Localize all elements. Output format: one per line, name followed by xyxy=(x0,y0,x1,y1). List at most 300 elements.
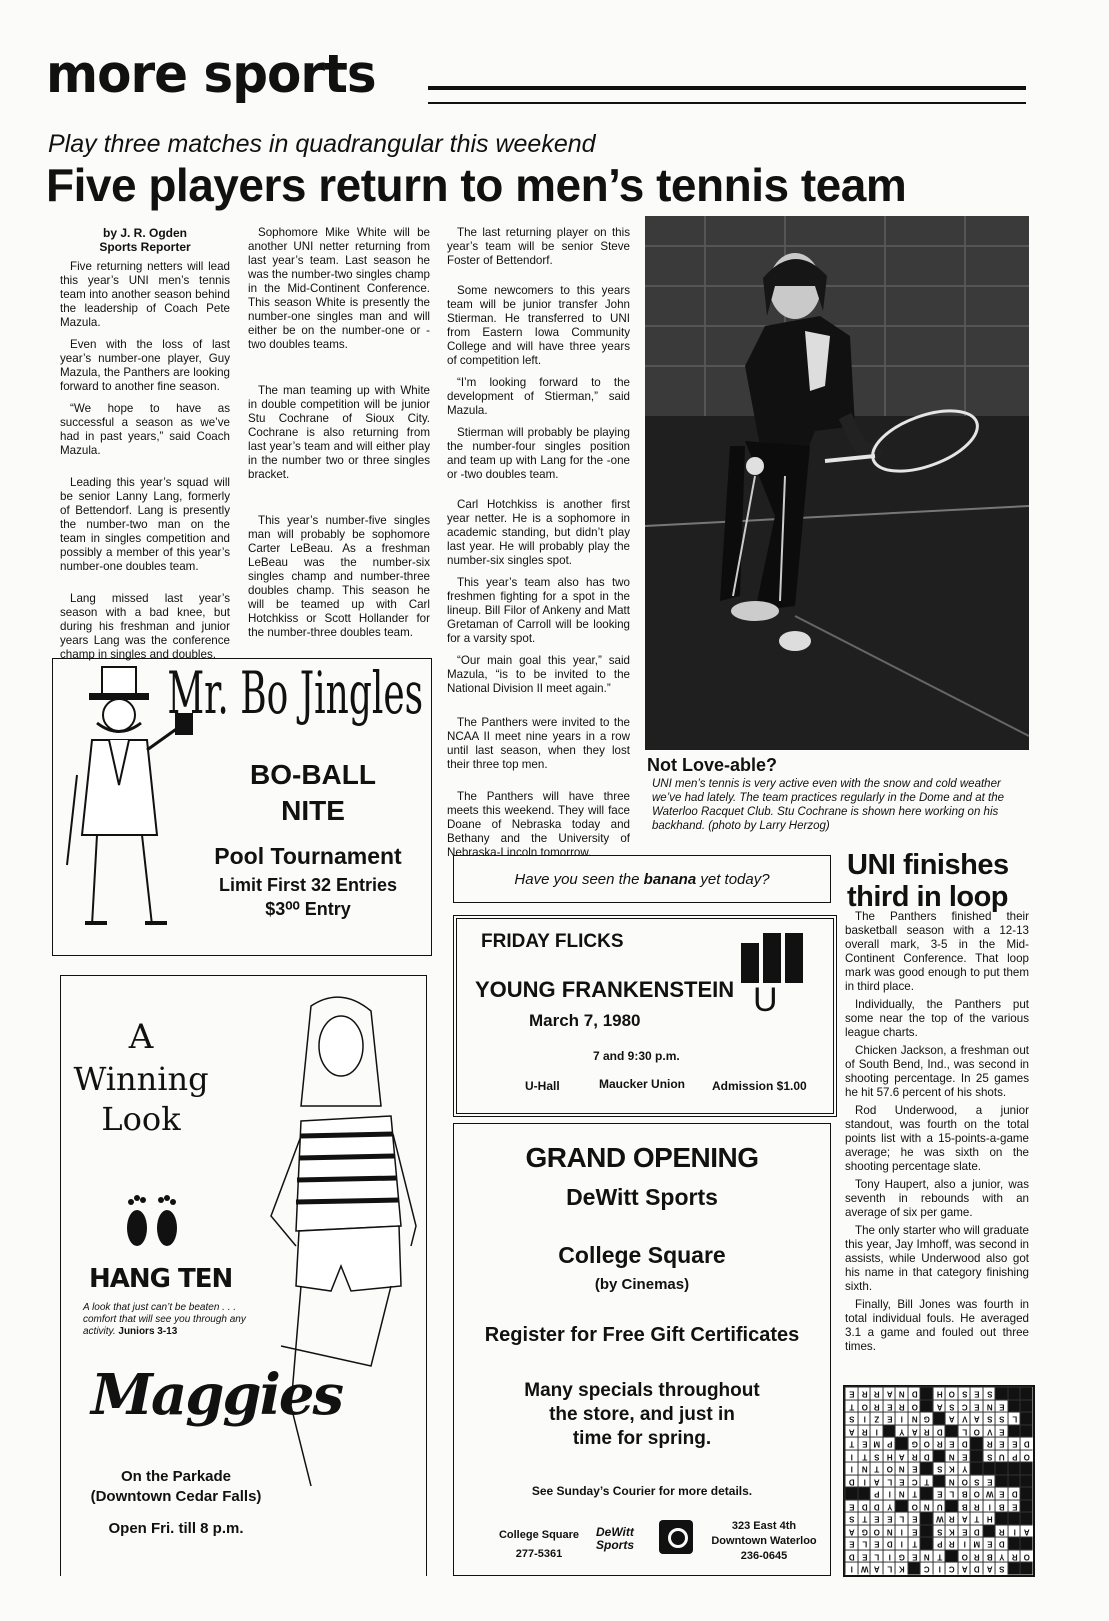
crossword-cell: W xyxy=(933,1512,946,1525)
paragraph: Even with the loss of last year’s number-one player, Guy Mazula, the Panthers are looking forward to another fine season. xyxy=(60,338,230,393)
crossword-cell: E xyxy=(908,1512,921,1525)
paragraph: The only starter who will graduate this year, Jay Imhoff, was second in assists, while Underwood also got his name in that category finishing sixth. xyxy=(845,1224,1029,1293)
crossword-cell xyxy=(995,1462,1008,1475)
crossword-cell: E xyxy=(858,1550,871,1563)
paragraph: The man teaming up with White in double competition will be junior Stu Cochrane of Sioux City. Cochrane is also returning from last year’s team and will either play in the number two or three singles bracket. xyxy=(248,384,430,481)
crossword-cell: R xyxy=(870,1387,883,1400)
crossword-cell xyxy=(883,1425,896,1438)
crossword-cell: O xyxy=(970,1425,983,1438)
crossword-cell: D xyxy=(1008,1487,1021,1500)
crossword-cell xyxy=(933,1450,946,1463)
crossword-cell xyxy=(920,1537,933,1550)
crossword-cell: N xyxy=(895,1487,908,1500)
ad-friday-flicks xyxy=(453,915,837,1117)
paragraph: The Panthers finished their basketball season with a 12-13 overall mark, 3-5 in the Mid-Continent Conference. That loop mark was good enough to put them in third place. xyxy=(845,910,1029,993)
crossword-cell: I xyxy=(858,1412,871,1425)
crossword-cell: R xyxy=(933,1437,946,1450)
maggies-store-name: Maggies xyxy=(91,1362,343,1428)
crossword-cell: P xyxy=(883,1437,896,1450)
article-column-3 xyxy=(447,226,630,868)
crossword-cell: E xyxy=(945,1437,958,1450)
bojingles-line-3: Pool Tournament xyxy=(214,843,402,869)
paragraph: Lang missed last year’s season with a bad knee, but during his freshman and junior years Lang was the conference champ in singles and doubles. xyxy=(60,592,230,661)
maggies-headline-1: A xyxy=(128,1017,154,1057)
crossword-cell xyxy=(920,1462,933,1475)
crossword-cell: R xyxy=(1008,1550,1021,1563)
crossword-cell xyxy=(920,1400,933,1413)
maggies-tagline-text: A look that just can’t be beaten . . . comfort that will see you through any activity. xyxy=(83,1302,246,1337)
flicks-film: YOUNG FRANKENSTEIN xyxy=(475,977,735,1002)
photo-caption-headline: Not Love-able? xyxy=(647,755,778,775)
uhall-logo-icon xyxy=(741,933,805,983)
paragraph: Leading this year’s squad will be senior Lanny Lang, formerly of Bettendorf. Lang is presently the number-two man on the team in singles competition and possibly a member of this year’s number-one doubles team. xyxy=(60,476,230,573)
crossword-cell xyxy=(1008,1425,1021,1438)
paragraph: The Panthers were invited to the NCAA II meet nine years in a row until last season, when they lost their three top men. xyxy=(447,716,630,771)
crossword-cell: O xyxy=(858,1400,871,1413)
crossword-cell: N xyxy=(858,1462,871,1475)
crossword-cell: Y xyxy=(883,1500,896,1513)
crossword-cell: O xyxy=(908,1500,921,1513)
crossword-cell: Z xyxy=(870,1412,883,1425)
section-header xyxy=(46,43,1026,105)
crossword-cell: K xyxy=(945,1462,958,1475)
crossword-cell: I xyxy=(870,1425,883,1438)
crossword-cell: E xyxy=(883,1400,896,1413)
crossword-cell xyxy=(895,1500,908,1513)
crossword-cell xyxy=(995,1387,1008,1400)
crossword-puzzle xyxy=(843,1385,1035,1577)
dewitt-line-8: time for spring. xyxy=(572,1428,712,1449)
crossword-cell: G xyxy=(920,1412,933,1425)
paragraph: Five returning netters will lead this year’s UNI men’s tennis team into another season behind the leadership of Coach Pete Mazula. xyxy=(60,260,230,329)
crossword-cell: L xyxy=(858,1537,871,1550)
crossword-cell: L xyxy=(883,1562,896,1575)
ad-banana xyxy=(453,855,831,903)
crossword-cell: R xyxy=(995,1525,1008,1538)
dewitt-logo-icon xyxy=(659,1520,693,1554)
crossword-cell: I xyxy=(933,1562,946,1575)
crossword-cell: T xyxy=(933,1550,946,1563)
crossword-cell: S xyxy=(845,1512,858,1525)
maggies-tagline xyxy=(83,1302,263,1338)
crossword-cell: B xyxy=(958,1487,971,1500)
crossword-cell xyxy=(1020,1475,1033,1488)
crossword-cell: O xyxy=(870,1525,883,1538)
maggies-sizes: Juniors 3-13 xyxy=(118,1326,178,1337)
crossword-cell: W xyxy=(983,1487,996,1500)
dewitt-left-address: College Square xyxy=(498,1529,580,1541)
crossword-cell: R xyxy=(983,1437,996,1450)
crossword-cell: T xyxy=(845,1437,858,1450)
flicks-logo-letter: U xyxy=(753,981,778,1019)
crossword-cell: O xyxy=(958,1550,971,1563)
paragraph: Rod Underwood, a junior standout, was fourth on the total points list with a 15-points-a-game average; he was sixth on the shooting percentage slate. xyxy=(845,1104,1029,1173)
bojingles-line-2: NITE xyxy=(281,795,345,826)
crossword-cell: C xyxy=(945,1562,958,1575)
dewitt-line-6: Many specials throughout xyxy=(524,1380,760,1401)
flicks-times: 7 and 9:30 p.m. xyxy=(593,1049,680,1063)
crossword-cell: G xyxy=(858,1525,871,1538)
crossword-cell: W xyxy=(858,1562,871,1575)
crossword-cell: D xyxy=(958,1437,971,1450)
bojingles-line-1: BO-BALL xyxy=(250,759,376,790)
crossword-cell xyxy=(920,1487,933,1500)
bojingles-line-4: Limit First 32 Entries xyxy=(218,875,398,895)
crossword-cell: I xyxy=(845,1562,858,1575)
paragraph: Some newcomers to this years team will be junior transfer John Stierman. He transferred to UNI from Eastern Iowa Community College and will have three years of competition left. xyxy=(447,284,630,367)
crossword-cell xyxy=(1020,1425,1033,1438)
crossword-cell: I xyxy=(895,1537,908,1550)
article-column-2 xyxy=(248,226,430,648)
paragraph: Stierman will probably be playing the number-four singles position and team up with Lang for the -one or -two doubles team. xyxy=(447,426,630,481)
crossword-cell: I xyxy=(958,1537,971,1550)
crossword-cell xyxy=(945,1425,958,1438)
crossword-cell: E xyxy=(908,1462,921,1475)
crossword-cell: I xyxy=(1008,1525,1021,1538)
crossword-cell: N xyxy=(883,1525,896,1538)
crossword-cell: L xyxy=(870,1550,883,1563)
crossword-cell: U xyxy=(995,1450,1008,1463)
crossword-cell xyxy=(1008,1462,1021,1475)
crossword-cell: S xyxy=(933,1525,946,1538)
crossword-cell: D xyxy=(970,1562,983,1575)
crossword-cell: E xyxy=(995,1437,1008,1450)
crossword-cell: E xyxy=(845,1537,858,1550)
crossword-cell: E xyxy=(883,1412,896,1425)
paragraph: Carl Hotchkiss is another first year netter. He is a sophomore in academic standing, but didn’t play last year. He will probably play the number-six singles spot. xyxy=(447,498,630,567)
crossword-cell: B xyxy=(958,1500,971,1513)
flicks-series: FRIDAY FLICKS xyxy=(481,931,624,952)
crossword-cell: L xyxy=(895,1512,908,1525)
crossword-cell: S xyxy=(995,1562,1008,1575)
crossword-cell: K xyxy=(895,1562,908,1575)
crossword-cell: A xyxy=(870,1562,883,1575)
crossword-cell: R xyxy=(858,1425,871,1438)
crossword-cell: T xyxy=(908,1537,921,1550)
crossword-cell: S xyxy=(970,1475,983,1488)
paragraph: The Panthers will have three meets this weekend. They will face Doane of Nebraska today and Bethany and the University of Nebraska-Lincoln tomorrow. xyxy=(447,790,630,859)
crossword-cell: R xyxy=(895,1400,908,1413)
crossword-cell: B xyxy=(995,1500,1008,1513)
crossword-cell: D xyxy=(970,1525,983,1538)
crossword-cell xyxy=(1008,1562,1021,1575)
crossword-cell xyxy=(1020,1500,1033,1513)
paragraph: “I’m looking forward to the development of Stierman,” said Mazula. xyxy=(447,376,630,417)
crossword-cell: T xyxy=(870,1462,883,1475)
crossword-cell: P xyxy=(1008,1450,1021,1463)
crossword-cell: O xyxy=(970,1487,983,1500)
crossword-cell: E xyxy=(870,1512,883,1525)
crossword-cell: C xyxy=(920,1562,933,1575)
dewitt-line-5: Register for Free Gift Certificates xyxy=(484,1324,800,1346)
crossword-cell: R xyxy=(908,1450,921,1463)
tennis-photo xyxy=(645,216,1029,750)
crossword-cell xyxy=(1020,1487,1033,1500)
crossword-cell: O xyxy=(1020,1550,1033,1563)
crossword-cell xyxy=(1020,1562,1033,1575)
crossword-cell xyxy=(845,1487,858,1500)
crossword-cell: D xyxy=(870,1500,883,1513)
crossword-cell: R xyxy=(858,1387,871,1400)
crossword-cell: B xyxy=(983,1550,996,1563)
crossword-cell: D xyxy=(995,1537,1008,1550)
crossword-cell: O xyxy=(958,1475,971,1488)
tennis-player-illustration xyxy=(645,216,1029,750)
crossword-cell: R xyxy=(920,1425,933,1438)
crossword-cell: E xyxy=(858,1437,871,1450)
crossword-cell xyxy=(1020,1537,1033,1550)
banana-prefix: Have you seen the xyxy=(514,870,644,888)
maggies-location-1: On the Parkade xyxy=(120,1468,232,1485)
crossword-cell: A xyxy=(845,1525,858,1538)
crossword-cell: L xyxy=(883,1475,896,1488)
crossword-cell: Y xyxy=(895,1425,908,1438)
crossword-cell xyxy=(1008,1537,1021,1550)
crossword-cell: I xyxy=(895,1525,908,1538)
crossword-cell: A xyxy=(870,1475,883,1488)
crossword-cell: N xyxy=(920,1500,933,1513)
ad-maggies xyxy=(60,975,427,1576)
dewitt-logo-text: DeWitt Sports xyxy=(596,1525,635,1552)
crossword-cell xyxy=(1008,1475,1021,1488)
crossword-cell xyxy=(983,1525,996,1538)
crossword-cell: U xyxy=(933,1500,946,1513)
crossword-cell: S xyxy=(983,1412,996,1425)
crossword-cell xyxy=(1020,1462,1033,1475)
crossword-cell: E xyxy=(995,1425,1008,1438)
article-kicker: Play three matches in quadrangular this weekend xyxy=(48,130,596,158)
crossword-cell: E xyxy=(908,1550,921,1563)
byline-role: Sports Reporter xyxy=(99,240,191,254)
crossword-cell: E xyxy=(1008,1437,1021,1450)
crossword-cell: L xyxy=(958,1425,971,1438)
crossword-cell xyxy=(945,1550,958,1563)
crossword-cell: A xyxy=(895,1450,908,1463)
crossword-cell: M xyxy=(870,1437,883,1450)
crossword-cell: A xyxy=(883,1387,896,1400)
crossword-cell: D xyxy=(1020,1437,1033,1450)
maggies-headline-2: Winning xyxy=(73,1060,209,1098)
crossword-cell: R xyxy=(970,1500,983,1513)
crossword-cell: R xyxy=(945,1537,958,1550)
crossword-cell: E xyxy=(883,1512,896,1525)
crossword-cell: Y xyxy=(995,1550,1008,1563)
crossword-cell: E xyxy=(983,1475,996,1488)
paragraph: “Our main goal this year,” said Mazula, “is to be invited to the National Division II meet again.” xyxy=(447,654,630,695)
crossword-cell: S xyxy=(958,1387,971,1400)
crossword-cell xyxy=(970,1462,983,1475)
crossword-cell: C xyxy=(908,1475,921,1488)
crossword-cell: E xyxy=(870,1537,883,1550)
crossword-cell: N xyxy=(945,1450,958,1463)
crossword-cell xyxy=(995,1475,1008,1488)
crossword-cell: E xyxy=(845,1500,858,1513)
crossword-cell: T xyxy=(845,1400,858,1413)
crossword-cell: P xyxy=(870,1487,883,1500)
crossword-cell: L xyxy=(1008,1412,1021,1425)
crossword-cell xyxy=(983,1462,996,1475)
maggies-location-2: (Downtown Cedar Falls) xyxy=(90,1488,262,1505)
crossword-cell: G xyxy=(895,1550,908,1563)
crossword-cell: A xyxy=(908,1425,921,1438)
crossword-cell: C xyxy=(958,1400,971,1413)
crossword-cell: S xyxy=(845,1412,858,1425)
crossword-cell: E xyxy=(995,1487,1008,1500)
maggies-brand: HANG TEN xyxy=(89,1264,233,1294)
crossword-cell: I xyxy=(883,1550,896,1563)
crossword-cell: M xyxy=(970,1537,983,1550)
banana-word: banana xyxy=(643,870,697,888)
banana-suffix: yet today? xyxy=(696,870,770,888)
crossword-cell xyxy=(970,1437,983,1450)
crossword-cell: H xyxy=(933,1387,946,1400)
crossword-cell: D xyxy=(845,1475,858,1488)
crossword-cell: A xyxy=(958,1562,971,1575)
crossword-cell: I xyxy=(845,1450,858,1463)
crossword-cell: A xyxy=(945,1412,958,1425)
dewitt-line-1: GRAND OPENING xyxy=(525,1142,759,1173)
crossword-cell xyxy=(1020,1412,1033,1425)
crossword-cell: Y xyxy=(958,1462,971,1475)
crossword-cell: D xyxy=(908,1387,921,1400)
crossword-cell: K xyxy=(945,1525,958,1538)
crossword-cell: R xyxy=(870,1400,883,1413)
section-rule xyxy=(428,86,1026,104)
crossword-cell: O xyxy=(883,1462,896,1475)
loop-headline-line-2: third in loop xyxy=(847,881,1009,913)
crossword-cell xyxy=(1020,1512,1033,1525)
crossword-cell: A xyxy=(933,1400,946,1413)
crossword-cell: E xyxy=(983,1537,996,1550)
crossword-cell xyxy=(945,1500,958,1513)
crossword-cell: E xyxy=(995,1400,1008,1413)
dewitt-right-phone: 236-0645 xyxy=(740,1550,788,1562)
crossword-cell: T xyxy=(970,1512,983,1525)
crossword-cell: P xyxy=(933,1537,946,1550)
bojingles-name: Mr. Bo Jingles xyxy=(167,659,424,727)
crossword-cell: A xyxy=(1020,1525,1033,1538)
dewitt-line-4: (by Cinemas) xyxy=(594,1276,690,1293)
ad-bojingles xyxy=(52,658,432,956)
crossword-cell: A xyxy=(958,1512,971,1525)
crossword-cell: S xyxy=(870,1450,883,1463)
crossword-cell: T xyxy=(858,1512,871,1525)
crossword-cell xyxy=(920,1512,933,1525)
crossword-cell: O xyxy=(920,1437,933,1450)
crossword-cell xyxy=(1008,1512,1021,1525)
section-title: more sports xyxy=(46,43,376,105)
crossword-cell: N xyxy=(895,1387,908,1400)
crossword-cell xyxy=(970,1450,983,1463)
ad-dewitt-sports xyxy=(453,1123,831,1576)
dewitt-right-address-1: 323 East 4th xyxy=(731,1520,797,1532)
crossword-cell: N xyxy=(895,1462,908,1475)
crossword-cell: I xyxy=(983,1500,996,1513)
dewitt-right-address-2: Downtown Waterloo xyxy=(711,1535,817,1547)
crossword-cell: L xyxy=(945,1487,958,1500)
crossword-cell: N xyxy=(983,1400,996,1413)
dewitt-line-3: College Square xyxy=(558,1242,726,1268)
flicks-org: U-Hall xyxy=(525,1079,560,1093)
crossword-cell: D xyxy=(858,1500,871,1513)
crossword-cell: R xyxy=(970,1550,983,1563)
crossword-cell: T xyxy=(920,1475,933,1488)
paragraph: Individually, the Panthers put some near the top of the various league charts. xyxy=(845,998,1029,1039)
crossword-cell: D xyxy=(933,1425,946,1438)
article-headline: Five players return to men’s tennis team xyxy=(46,159,907,211)
crossword-cell: D xyxy=(845,1550,858,1563)
paragraph: Finally, Bill Jones was fourth in total individual fouls. He averaged 3.1 a game and fouled out three times. xyxy=(845,1298,1029,1353)
crossword-cell: S xyxy=(995,1412,1008,1425)
crossword-cell: E xyxy=(845,1387,858,1400)
crossword-cell: R xyxy=(945,1512,958,1525)
crossword-cell: A xyxy=(970,1412,983,1425)
crossword-cell: E xyxy=(1008,1500,1021,1513)
crossword-cell: E xyxy=(958,1450,971,1463)
bojingles-line-5: $3⁰⁰ Entry xyxy=(265,899,351,919)
crossword-cell: N xyxy=(908,1412,921,1425)
crossword-cell: O xyxy=(945,1387,958,1400)
crossword-cell xyxy=(1008,1387,1021,1400)
dewitt-line-7: the store, and just in xyxy=(549,1404,735,1425)
crossword-cell: G xyxy=(908,1437,921,1450)
crossword-cell xyxy=(933,1475,946,1488)
paragraph: Sophomore Mike White will be another UNI netter returning from last year’s team. Last season he was the number-two singles champ in the Mid-Continent Conference. This season White is presently the number-one singles man and will either be on the number-one or -two doubles teams. xyxy=(248,226,430,351)
crossword-cell: I xyxy=(883,1487,896,1500)
crossword-cell: V xyxy=(958,1412,971,1425)
crossword-cell: I xyxy=(895,1412,908,1425)
crossword-cell: T xyxy=(908,1487,921,1500)
crossword-cell: E xyxy=(908,1525,921,1538)
crossword-cell: E xyxy=(933,1487,946,1500)
flicks-price: Admission $1.00 xyxy=(712,1079,807,1093)
crossword-cell xyxy=(1008,1400,1021,1413)
crossword-cell: I xyxy=(845,1462,858,1475)
crossword-cell: S xyxy=(945,1400,958,1413)
paragraph: This year’s number-five singles man will probably be sophomore Carter LeBeau. As a freshman LeBeau was the number-six singles champ and number-three doubles champ. This season he will be teamed up with Carl Hotchkiss or Scott Hollander for the number-three doubles team. xyxy=(248,514,430,639)
crossword-cell xyxy=(920,1387,933,1400)
crossword-cell xyxy=(933,1412,946,1425)
crossword-cell: E xyxy=(895,1475,908,1488)
flicks-venue: Maucker Union xyxy=(599,1077,686,1091)
crossword-cell: I xyxy=(858,1475,871,1488)
crossword-cell: D xyxy=(883,1537,896,1550)
loop-headline xyxy=(847,849,1009,913)
crossword-cell xyxy=(858,1487,871,1500)
loop-article xyxy=(845,910,1029,1358)
loop-headline-line-1: UNI finishes xyxy=(847,849,1009,881)
footprints-icon xyxy=(119,1186,189,1256)
crossword-cell: D xyxy=(920,1450,933,1463)
dewitt-line-9: See Sunday’s Courier for more details. xyxy=(531,1484,753,1498)
crossword-cell: S xyxy=(983,1387,996,1400)
paragraph: “We hope to have as successful a season as we’ve had in past years,” said Coach Mazula. xyxy=(60,402,230,457)
paragraph: Chicken Jackson, a freshman out of South Bend, Ind., was second in shooting percentage. In 25 games he hit 57.6 percent of his shots. xyxy=(845,1044,1029,1099)
crossword-cell: E xyxy=(958,1525,971,1538)
crossword-cell: H xyxy=(883,1450,896,1463)
crossword-cell: A xyxy=(983,1562,996,1575)
crossword-cell xyxy=(1020,1400,1033,1413)
maggies-headline-3: Look xyxy=(101,1100,181,1138)
crossword-cell: N xyxy=(945,1475,958,1488)
crossword-cell xyxy=(920,1525,933,1538)
dewitt-left-phone: 277-5361 xyxy=(515,1548,563,1560)
crossword-cell: O xyxy=(1020,1450,1033,1463)
crossword-cell: V xyxy=(983,1425,996,1438)
crossword-cell: S xyxy=(933,1462,946,1475)
article-column-1 xyxy=(60,226,230,670)
crossword-cell xyxy=(1020,1387,1033,1400)
